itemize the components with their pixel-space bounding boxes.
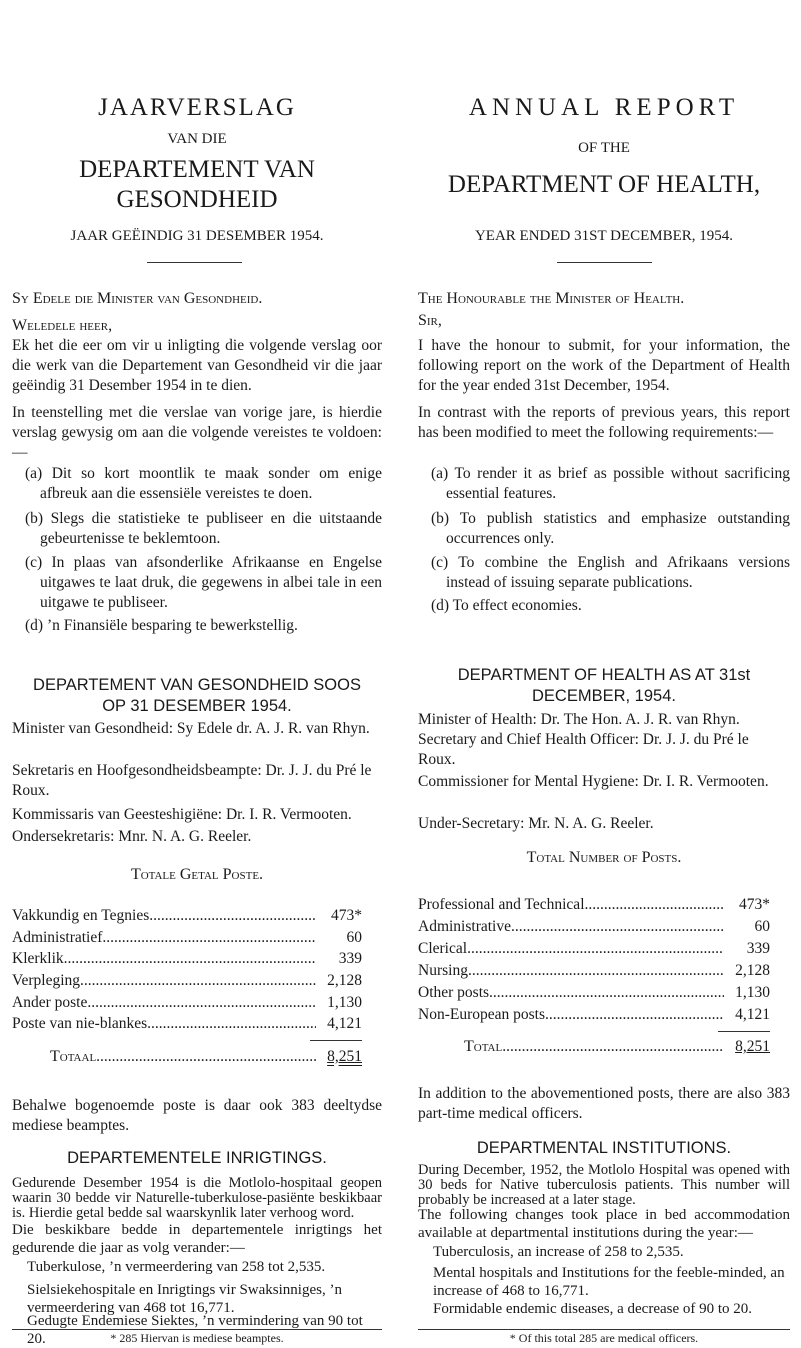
- requirement-d: (d) ’n Finansiële besparing te bewerkstellig.: [25, 617, 298, 634]
- requirement-a: (a) To render it as brief as possible without sacrificing essential features.: [431, 465, 790, 502]
- department-title-line2: GESONDHEID: [116, 186, 278, 213]
- total-rule: [718, 1031, 770, 1032]
- divider: [557, 262, 652, 263]
- divider: [147, 262, 242, 263]
- posts-row: Ander poste ..... 1,130: [12, 993, 362, 1013]
- requirement-b: (b) Slegs die statistieke te publiseer en die uitstaande gebeurtenisse te beklemtoon.: [25, 510, 382, 547]
- beds-tuberculosis: Tuberkulose, ’n vermeerdering van 258 tot 2,535.: [27, 1259, 326, 1275]
- posts-heading: Totale Getal Poste.: [130, 866, 264, 883]
- salutation: Weledele heer,: [12, 317, 113, 334]
- report-title: JAARVERSLAG: [98, 94, 296, 121]
- addressee: The Honourable the Minister of Health.: [418, 290, 685, 307]
- posts-row: Clerical ..... 339: [418, 939, 770, 959]
- minister-line: Minister of Health: Dr. The Hon. A. J. R. van Rhyn.: [418, 711, 740, 728]
- beds-paragraph: The following changes took place in bed accommodation available at departmental institutions during the year:—: [418, 1207, 790, 1241]
- institutions-heading: DEPARTMENTAL INSTITUTIONS.: [476, 1139, 732, 1157]
- beds-mental: Sielsiekehospitale en Inrigtings vir Swaksinniges, ’n vermeerdering van 468 tot 16,771.: [27, 1282, 342, 1316]
- posts-row: Verpleging ..... 2,128: [12, 971, 362, 991]
- requirement-c: (c) In plaas van afsonderlike Afrikaanse en Engelse uitgawes te laat druk, die gegewens in albei tale in een uitgawe te publiseer.: [25, 554, 382, 611]
- report-title: ANNUAL REPORT: [468, 94, 740, 121]
- posts-row: Administrative ..... 60: [418, 917, 770, 937]
- institutions-paragraph: During December, 1952, the Motlolo Hospital was opened with 30 beds for Native tuberculosis patients. This number will probably be increased at a later stage.: [418, 1162, 790, 1208]
- addressee: Sy Edele die Minister van Gesondheid.: [12, 290, 263, 307]
- secretary-line: Secretary and Chief Health Officer: Dr. J. J. du Pré le Roux.: [418, 731, 749, 768]
- institutions-heading: DEPARTEMENTELE INRIGTINGS.: [67, 1149, 327, 1167]
- parttime-paragraph: In addition to the abovementioned posts, there are also 383 part-time medical officers.: [418, 1085, 790, 1122]
- posts-row: Nursing ..... 2,128: [418, 961, 770, 981]
- posts-row: Other posts ..... 1,130: [418, 983, 770, 1003]
- department-heading: DEPARTEMENT VAN GESONDHEID SOOS OP 31 DESEMBER 1954.: [33, 676, 361, 715]
- department-title: DEPARTMENT OF HEALTH,: [447, 171, 761, 198]
- posts-row: Klerklik ..... 339: [12, 949, 362, 969]
- total-row: Total ..... 8,251: [418, 1037, 770, 1057]
- commissioner-line: Kommissaris van Geesteshigiëne: Dr. I. R. Vermooten.: [12, 806, 352, 823]
- report-year: YEAR ENDED 31ST DECEMBER, 1954.: [474, 228, 734, 244]
- minister-line: Minister van Gesondheid: Sy Edele dr. A. J. R. van Rhyn.: [12, 720, 370, 737]
- total-rule: [310, 1040, 362, 1041]
- contrast-paragraph: In teenstelling met die verslae van vorige jare, is hierdie verslag gewysig om aan die volgende vereistes te voldoen:—: [12, 404, 382, 461]
- report-year: JAAR GEËINDIG 31 DESEMBER 1954.: [70, 228, 324, 244]
- intro-paragraph: Ek het die eer om vir u inligting die volgende verslag oor die werk van die Departement van Gesondheid vir die jaar geëindig 31 Desember 1954 in te dien.: [12, 337, 382, 394]
- beds-endemic: Gedugte Endemiese Siektes, ’n vermindering van 90 tot 20.: [27, 1313, 363, 1347]
- report-subtitle: VAN DIE: [167, 131, 227, 147]
- posts-heading: Total Number of Posts.: [526, 849, 682, 866]
- secretary-line: Sekretaris en Hoofgesondheidsbeampte: Dr. J. J. du Pré le Roux.: [12, 762, 372, 799]
- footnote: * Of this total 285 are medical officers.: [509, 1331, 699, 1345]
- undersecretary-line: Ondersekretaris: Mnr. N. A. G. Reeler.: [12, 828, 252, 845]
- footnote-rule: [12, 1329, 382, 1330]
- salutation: Sir,: [418, 312, 442, 329]
- intro-paragraph: I have the honour to submit, for your information, the following report on the work of the Department of Health for the year ended 31st December, 1954.: [418, 337, 790, 394]
- commissioner-line: Commissioner for Mental Hygiene: Dr. I. R. Vermooten.: [418, 773, 769, 790]
- footnote: * 285 Hiervan is mediese beamptes.: [110, 1331, 284, 1345]
- institutions-paragraph: Gedurende Desember 1954 is die Motlolo-hospitaal geopen waarin 30 bedde vir Naturelle-tuberkulose-pasiënte beskikbaar is. Hierdie getal bedde sal waarskynlik later verhoog word.: [12, 1175, 382, 1221]
- posts-row: Poste van nie-blankes ..... 4,121: [12, 1014, 362, 1034]
- posts-row: Non-European posts ..... 4,121: [418, 1005, 770, 1025]
- footnote-rule: [418, 1329, 790, 1330]
- posts-row: Administratief ..... 60: [12, 928, 362, 948]
- beds-endemic: Formidable endemic diseases, a decrease of 90 to 20.: [433, 1301, 753, 1317]
- beds-paragraph: Die beskikbare bedde in departementele inrigtings het gedurende die jaar as volg verander:—: [12, 1222, 382, 1256]
- total-row: Totaal ..... 8,251: [12, 1047, 362, 1067]
- contrast-paragraph: In contrast with the reports of previous years, this report has been modified to meet the following requirements:—: [418, 404, 790, 441]
- requirement-a: (a) Dit so kort moontlik te maak sonder om enige afbreuk aan die essensiële vereistes te doen.: [25, 465, 382, 502]
- beds-tuberculosis: Tuberculosis, an increase of 258 to 2,535.: [433, 1244, 684, 1260]
- department-title-line1: DEPARTEMENT VAN: [79, 156, 315, 183]
- posts-row: Vakkundig en Tegnies ..... 473*: [12, 906, 362, 926]
- requirement-c: (c) To combine the English and Afrikaans versions instead of issuing separate publications.: [431, 554, 790, 591]
- requirement-b: (b) To publish statistics and emphasize outstanding occurrences only.: [431, 510, 790, 547]
- beds-mental: Mental hospitals and Institutions for the feeble-minded, an increase of 468 to 16,771.: [433, 1265, 785, 1299]
- requirement-d: (d) To effect economies.: [431, 597, 582, 614]
- department-heading: DEPARTMENT OF HEALTH AS AT 31st DECEMBER, 1954.: [457, 666, 751, 705]
- report-subtitle: OF THE: [578, 140, 630, 156]
- undersecretary-line: Under-Secretary: Mr. N. A. G. Reeler.: [418, 815, 654, 832]
- posts-row: Professional and Technical ..... 473*: [418, 895, 770, 915]
- parttime-paragraph: Behalwe bogenoemde poste is daar ook 383 deeltydse mediese beamptes.: [12, 1097, 382, 1134]
